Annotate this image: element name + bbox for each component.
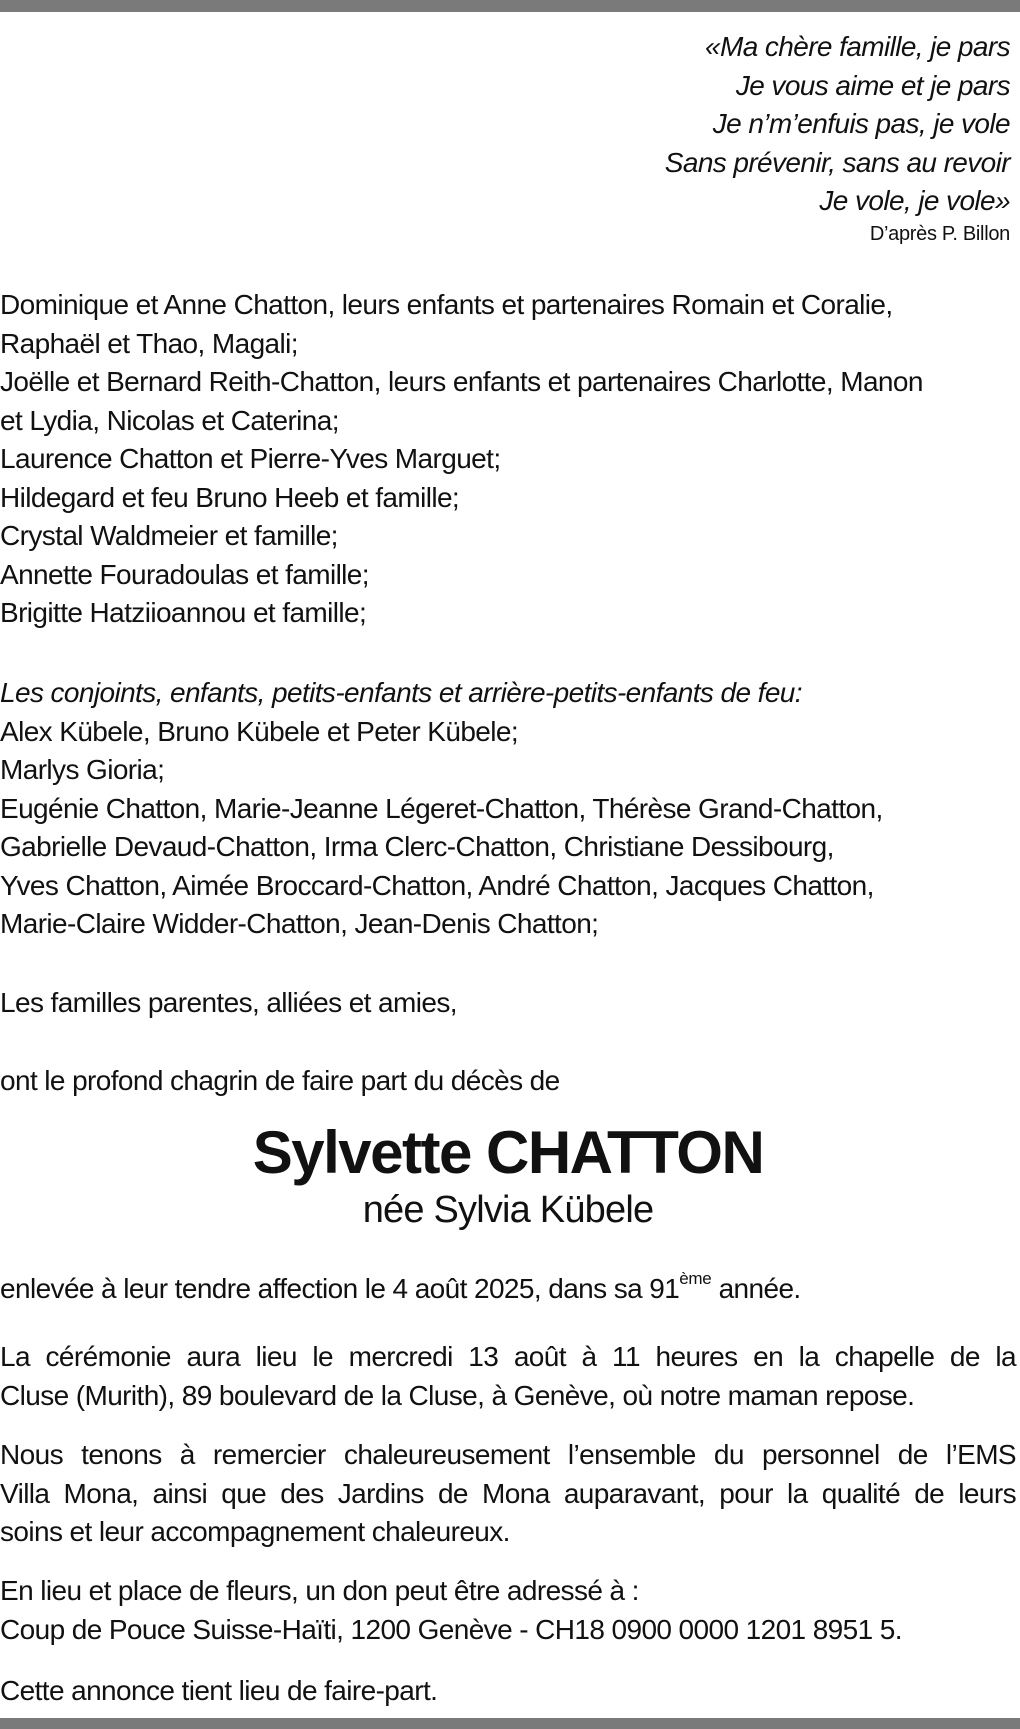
relative-line: Alex Kübele, Bruno Kübele et Peter Kübele; — [0, 715, 519, 747]
mourner-line: Crystal Waldmeier et famille; — [0, 520, 338, 551]
thanks-line: Nous tenons à remercier chaleureusement l’ensemble du personnel de l’EMS — [0, 1439, 1016, 1470]
thanks-line: Villa Mona, ainsi que des Jardins de Mona auparavant, pour la qualité de leurs — [0, 1477, 1016, 1509]
donation-paragraph — [0, 1572, 1016, 1649]
mourner-line: Annette Fouradoulas et famille; — [0, 558, 369, 590]
poem-attribution: D’après P. Billon — [869, 222, 1010, 245]
relative-line: Marie-Claire Widder-Chatton, Jean-Denis Chatton; — [0, 908, 599, 939]
relatives-section — [0, 674, 1016, 944]
ceremony-paragraph — [0, 1338, 1016, 1415]
maiden-name: née Sylvia Kübele — [362, 1189, 654, 1231]
thanks-line: soins et leur accompagnement chaleureux. — [0, 1516, 510, 1547]
donation-line: En lieu et place de fleurs, un don peut être adressé à : — [0, 1575, 639, 1606]
death-notice-before: enlevée à leur tendre affection le 4 août 2025, dans sa 91 — [0, 1273, 680, 1304]
poem-line: «Ma chère famille, je pars — [705, 31, 1010, 62]
ceremony-line: La cérémonie aura lieu le mercredi 13 août à 11 heures en la chapelle de la — [0, 1341, 1016, 1372]
top-border-rule — [0, 0, 1020, 12]
relative-line: Eugénie Chatton, Marie-Jeanne Légeret-Chatton, Thérèse Grand-Chatton, — [0, 792, 883, 824]
deceased-name-block — [0, 1118, 1016, 1232]
poem-quote — [665, 28, 1010, 247]
relatives-heading: Les conjoints, enfants, petits-enfants et arrière-petits-enfants de feu: — [0, 677, 802, 708]
death-notice-after: année. — [711, 1273, 801, 1304]
ordinal-suffix: ème — [679, 1269, 712, 1288]
poem-line: Sans prévenir, sans au revoir — [664, 146, 1010, 178]
poem-line: Je n’m’enfuis pas, je vole — [712, 108, 1010, 139]
poem-line: Je vous aime et je pars — [735, 69, 1010, 101]
announcement-text: ont le profond chagrin de faire part du décès de — [0, 1065, 560, 1096]
families-line — [0, 984, 1016, 1023]
relative-line: Yves Chatton, Aimée Broccard-Chatton, André Chatton, Jacques Chatton, — [0, 869, 874, 901]
closing-text: Cette annonce tient lieu de faire-part. — [0, 1675, 438, 1706]
mourner-line: Dominique et Anne Chatton, leurs enfants et partenaires Romain et Coralie, — [0, 289, 893, 320]
bottom-border-rule — [0, 1718, 1020, 1729]
deceased-name: Sylvette CHATTON — [252, 1119, 764, 1186]
mourner-line: Hildegard et feu Bruno Heeb et famille; — [0, 481, 460, 513]
closing-line — [0, 1672, 1016, 1711]
announcement-line — [0, 1062, 1016, 1101]
mourner-line: Raphaël et Thao, Magali; — [0, 327, 298, 359]
death-notice — [0, 1270, 1016, 1309]
mourner-line: Brigitte Hatziioannou et famille; — [0, 597, 367, 628]
relative-line: Gabrielle Devaud-Chatton, Irma Clerc-Chatton, Christiane Dessibourg, — [0, 831, 834, 862]
relative-line: Marlys Gioria; — [0, 754, 165, 785]
ceremony-line: Cluse (Murith), 89 boulevard de la Cluse, à Genève, où notre maman repose. — [0, 1379, 915, 1411]
mourner-line: Laurence Chatton et Pierre-Yves Marguet; — [0, 443, 501, 474]
mourner-line: et Lydia, Nicolas et Caterina; — [0, 404, 339, 436]
mourners-list — [0, 286, 1016, 633]
mourner-line: Joëlle et Bernard Reith-Chatton, leurs enfants et partenaires Charlotte, Manon — [0, 366, 923, 397]
death-notice-text — [0, 1270, 1016, 1309]
thanks-paragraph — [0, 1436, 1016, 1552]
poem-line: Je vole, je vole» — [819, 185, 1010, 216]
families-text: Les familles parentes, alliées et amies, — [0, 987, 457, 1018]
donation-line: Coup de Pouce Suisse-Haïti, 1200 Genève - CH18 0900 0000 1201 8951 5. — [0, 1613, 902, 1645]
